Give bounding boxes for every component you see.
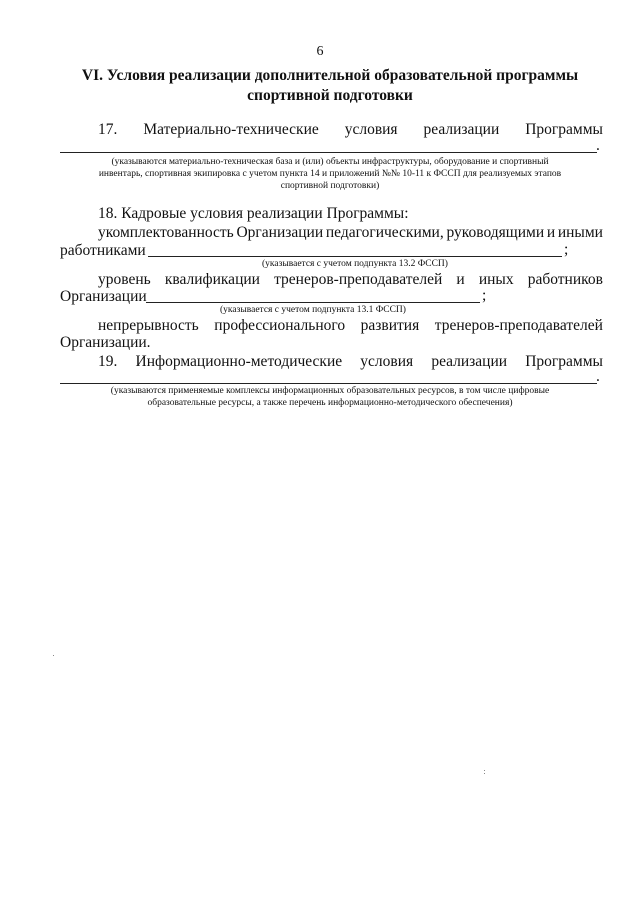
staffing-blank-line xyxy=(148,256,562,257)
item-17-note xyxy=(50,156,610,192)
section-heading-line-1: VI. Условия реализации дополнительной образовательной программы xyxy=(81,67,579,84)
section-heading xyxy=(60,66,600,106)
qualification-word: иных xyxy=(478,271,514,288)
qualification-end-punct: ; xyxy=(482,287,487,304)
item-17-word: Программы xyxy=(525,121,603,138)
scan-speck xyxy=(53,655,54,656)
qualification-word: квалификации xyxy=(164,271,260,288)
qualification-blank-line xyxy=(146,302,480,303)
staffing-word: укомплектованность xyxy=(98,224,234,241)
item-18-staffing-line xyxy=(98,223,603,243)
qualification-word: и xyxy=(456,271,465,288)
item-17-note-line-2: инвентарь, спортивная экипировка с учетом пункта 14 и приложений №№ 10-11 к ФССП для реализуемых этапов xyxy=(98,169,562,179)
staffing-end-punct: ; xyxy=(564,241,569,258)
item-19-blank-line xyxy=(60,383,597,384)
item-17-line xyxy=(98,120,603,140)
item-18-continuity-line xyxy=(98,316,603,336)
continuity-word: профессионального xyxy=(214,317,346,334)
item-18-title: 18. Кадровые условия реализации Программы: xyxy=(98,205,409,222)
continuity-word: непрерывность xyxy=(98,317,199,334)
item-19-word: Программы xyxy=(525,353,603,370)
section-heading-line-2: спортивной подготовки xyxy=(247,87,413,104)
item-18-qualification-line xyxy=(98,270,603,290)
page-number: 6 xyxy=(316,44,324,59)
item-19-end-punct: . xyxy=(596,368,600,385)
staffing-word: Организации xyxy=(236,224,324,241)
staffing-word: иными xyxy=(557,224,603,241)
item-19-word: реализации xyxy=(431,353,508,370)
item-19-note-line-2: образовательные ресурсы, а также перечень информационно-методического обеспечения) xyxy=(147,398,513,408)
item-19-word: условия xyxy=(360,353,414,370)
qualification-note: (указывается с учетом подпункта 13.1 ФССП) xyxy=(220,305,406,315)
item-19-note-line-1: (указываются применяемые комплексы информационных образовательных ресурсов, в том числе цифровые xyxy=(110,386,550,396)
scan-speck xyxy=(484,773,485,774)
staffing-label: работниками xyxy=(60,242,146,259)
staffing-note: (указывается с учетом подпункта 13.2 ФССП) xyxy=(262,259,448,269)
continuity-word: тренеров-преподавателей xyxy=(434,317,603,334)
item-19-word: 19. xyxy=(98,353,118,370)
qualification-label: Организации xyxy=(60,288,147,305)
qualification-word: уровень xyxy=(98,271,151,288)
item-19-line xyxy=(98,352,603,372)
item-19-word: Информационно-методические xyxy=(135,353,343,370)
item-17-word: условия xyxy=(344,121,398,138)
continuity-word: развития xyxy=(360,317,420,334)
item-17-note-line-3: спортивной подготовки) xyxy=(280,181,380,191)
item-17-end-punct: . xyxy=(596,137,600,154)
scan-speck xyxy=(484,770,485,771)
staffing-word: руководящими xyxy=(446,224,545,241)
qualification-word: работников xyxy=(527,271,603,288)
item-17-note-line-1: (указываются материально-техническая база и (или) объекты инфраструктуры, оборудование и спортивный xyxy=(111,157,549,167)
staffing-word: и xyxy=(546,224,556,241)
item-17-blank-line xyxy=(60,152,597,153)
qualification-word: тренеров-преподавателей xyxy=(274,271,443,288)
item-17-word: Материально-технические xyxy=(143,121,319,138)
continuity-line-2: Организации. xyxy=(60,334,151,351)
item-17-word: реализации xyxy=(423,121,500,138)
staffing-word: педагогическими, xyxy=(325,224,444,241)
item-19-note xyxy=(50,385,610,409)
item-17-word: 17. xyxy=(98,121,118,138)
